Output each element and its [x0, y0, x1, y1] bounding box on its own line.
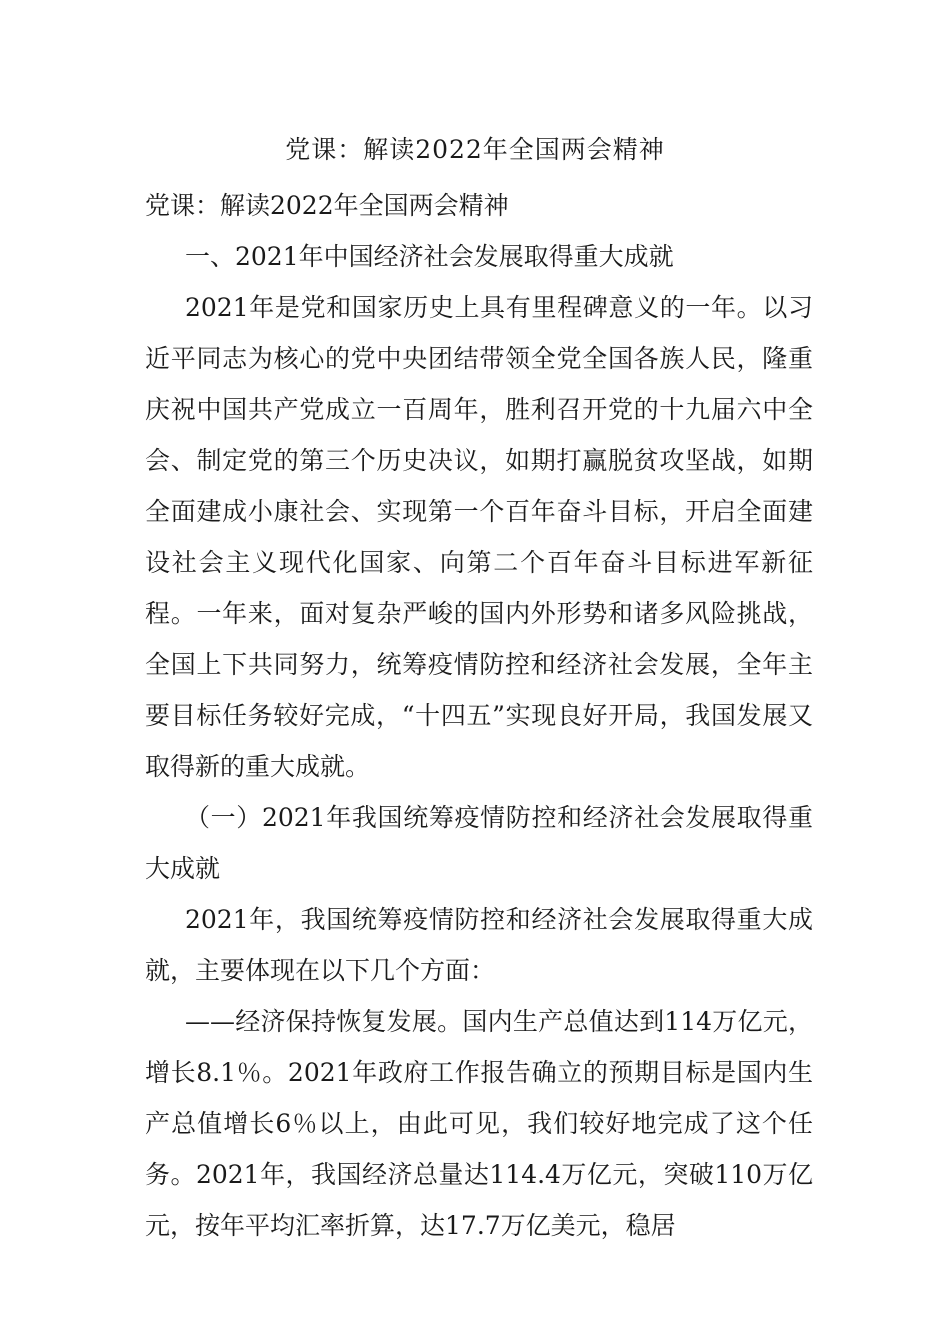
document-title: 党课：解读2022年全国两会精神 — [285, 135, 665, 164]
body-paragraph: 2021年，我国统筹疫情防控和经济社会发展取得重大成就，主要体现在以下几个方面： — [145, 905, 813, 985]
document-body — [145, 180, 813, 1251]
body-paragraph: 2021年是党和国家历史上具有里程碑意义的一年。以习近平同志为核心的党中央团结带领全党全国各族人民，隆重庆祝中国共产党成立一百周年，胜利召开党的十九届六中全会、制定党的第三个历史决议，如期打赢脱贫攻坚战，如期全面建成小康社会、实现第一个百年奋斗目标，开启全面建设社会主义现代化国家、向第二个百年奋斗目标进军新征程。一年来，面对复杂严峻的国内外形势和诸多风险挑战，全国上下共同努力，统筹疫情防控和经济社会发展，全年主要目标任务较好完成，“十四五”实现良好开局，我国发展又取得新的重大成就。 — [145, 293, 813, 781]
body-paragraph: ——经济保持恢复发展。国内生产总值达到114万亿元，增长8.1％。2021年政府工作报告确立的预期目标是国内生产总值增长6％以上，由此可见，我们较好地完成了这个任务。2021年，我国经济总量达114.4万亿元，突破110万亿元，按年平均汇率折算，达17.7万亿美元，稳居 — [145, 1007, 813, 1240]
section-heading: 一、2021年中国经济社会发展取得重大成就 — [185, 242, 674, 271]
subsection-heading: （一）2021年我国统筹疫情防控和经济社会发展取得重大成就 — [145, 803, 813, 883]
document-subtitle: 党课：解读2022年全国两会精神 — [145, 191, 509, 220]
